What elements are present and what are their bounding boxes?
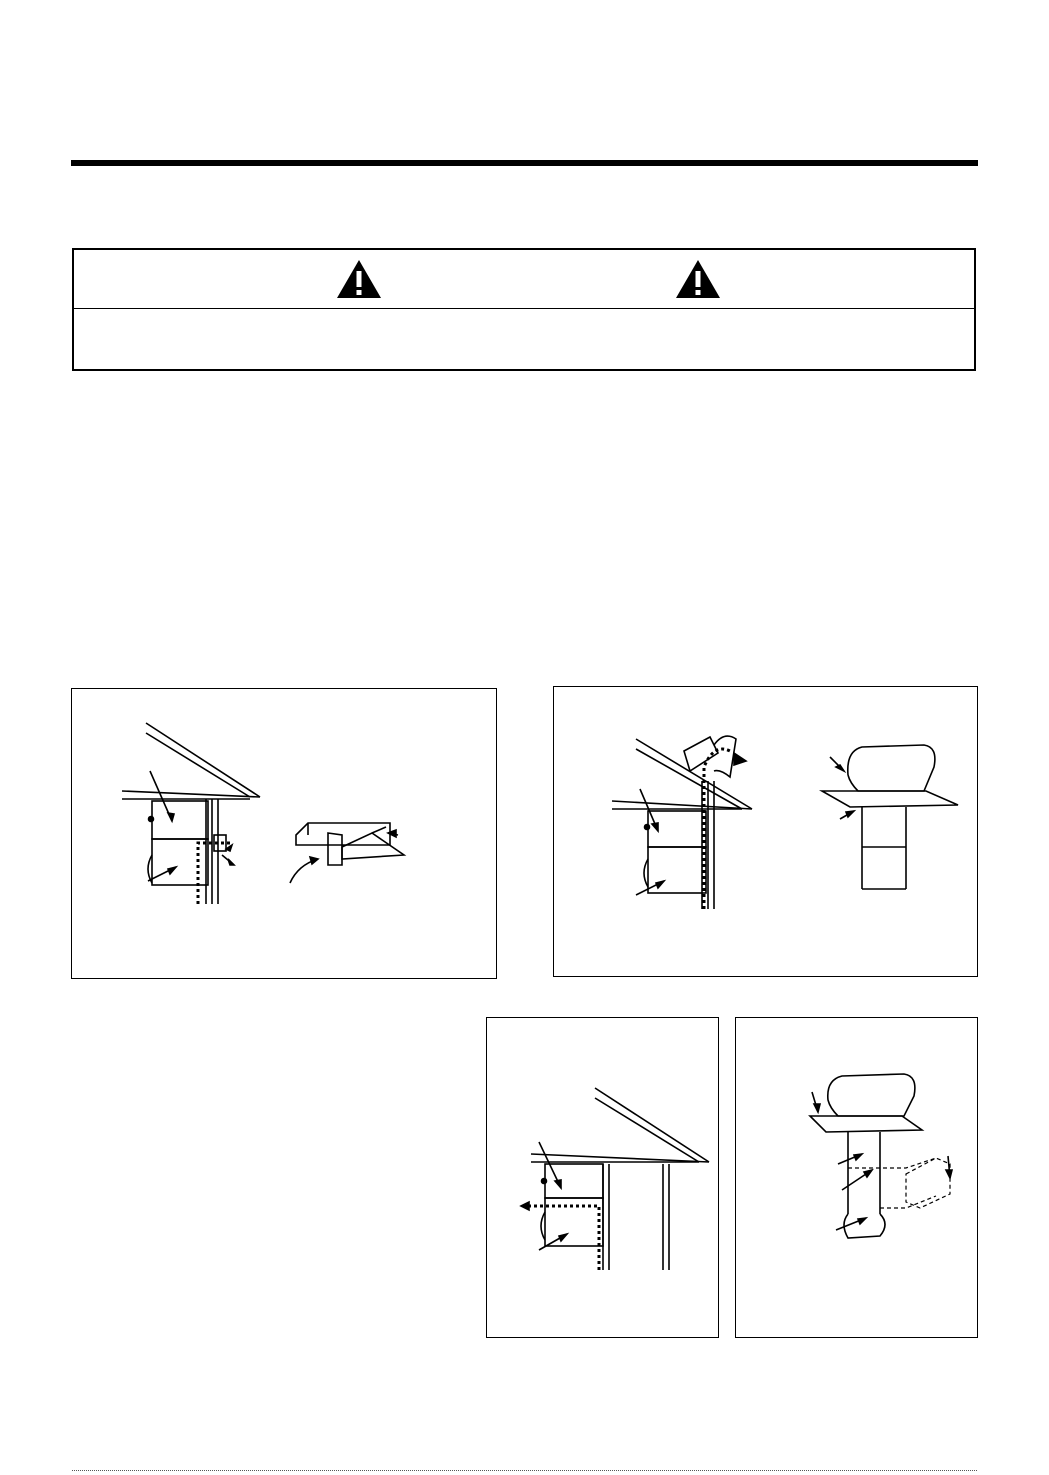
roof-vent-diagram xyxy=(554,687,979,978)
figure-roof-cap-elbow xyxy=(735,1017,978,1338)
figure-wall-vent xyxy=(71,688,497,979)
wall-vent-diagram xyxy=(72,689,498,980)
warning-triangle-icon xyxy=(674,258,722,300)
page-footer-rule xyxy=(72,1470,977,1472)
warning-header xyxy=(74,250,974,309)
warning-box xyxy=(72,248,976,371)
warning-triangle-icon xyxy=(335,258,383,300)
page-header-rule xyxy=(71,160,978,166)
figure-horizontal-duct xyxy=(486,1017,719,1338)
figure-roof-vent xyxy=(553,686,978,977)
roof-cap-elbow-diagram xyxy=(736,1018,979,1339)
horizontal-duct-diagram xyxy=(487,1018,720,1339)
